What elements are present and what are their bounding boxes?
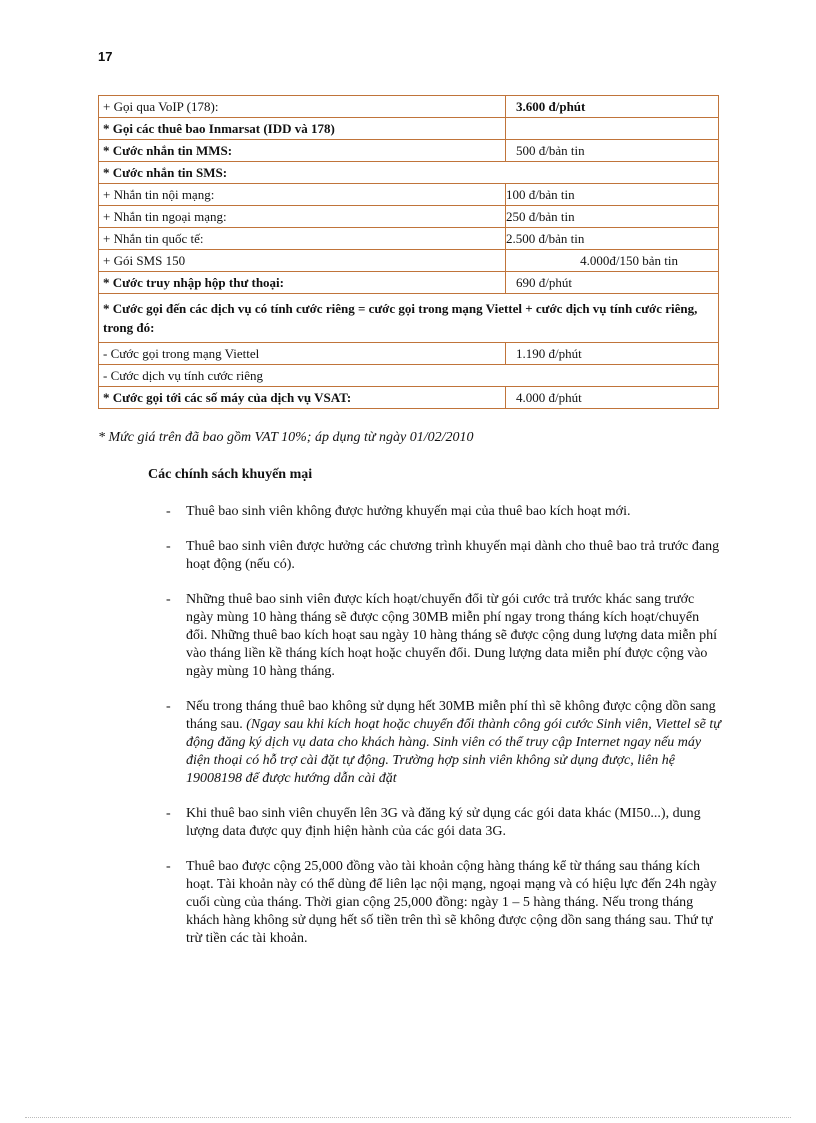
table-row (99, 184, 719, 206)
table-row (99, 387, 719, 409)
policy-text: Thuê bao được cộng 25,000 đồng vào tài khoản cộng hàng tháng kể từ tháng sau tháng kích hoạt. Tài khoản này có thể dùng để liên lạc nội mạng, ngoại mạng và có hiệu lực đến 24h ngày cuối cùng của tháng. Thời gian cộng 25,000 đồng: ngày 1 – 5 hàng tháng. Nếu trong tháng khách hàng không sử dụng hết số tiền trên thì sẽ không được cộng dồn sang tháng sau. Thứ tự trừ tiền các tài khoản. (186, 859, 717, 946)
row-label: - Cước dịch vụ tính cước riêng (99, 365, 719, 387)
row-value: 250 đ/bản tin (506, 206, 719, 228)
dash-marker: - (166, 859, 171, 874)
row-value: 2.500 đ/bản tin (506, 228, 719, 250)
row-label: * Cước truy nhập hộp thư thoại: (99, 272, 506, 294)
rate-table (98, 95, 719, 409)
list-item (163, 591, 723, 681)
row-value (506, 118, 719, 140)
list-item (163, 805, 723, 841)
table-row (99, 228, 719, 250)
table-row (99, 206, 719, 228)
row-label: * Gọi các thuê bao Inmarsat (IDD và 178) (99, 118, 506, 140)
row-label: + Gói SMS 150 (99, 250, 506, 272)
table-row (99, 96, 719, 118)
table-row (99, 162, 719, 184)
dash-marker: - (166, 806, 171, 821)
policy-italic-text: (Ngay sau khi kích hoạt hoặc chuyển đổi thành công gói cước Sinh viên, Viettel sẽ tự động đăng ký dịch vụ data cho khách hàng. Sinh viên có thể truy cập Internet ngay nếu máy điện thoại có hỗ trợ cài đặt tự động. Trường hợp sinh viên không sử dụng được, liên hệ 19008198 để được hướng dẫn cài đặt (186, 717, 721, 786)
row-value: 500 đ/bản tin (506, 140, 719, 162)
policy-text: Thuê bao sinh viên không được hưởng khuyến mại của thuê bao kích hoạt mới. (186, 504, 631, 519)
policy-text: Khi thuê bao sinh viên chuyển lên 3G và đăng ký sử dụng các gói data khác (MI50...), dung lượng data được quy định hiện hành của các gói data 3G. (186, 806, 701, 839)
row-value: 4.000đ/150 bản tin (506, 250, 719, 272)
list-item (163, 538, 723, 574)
list-item (163, 858, 723, 948)
row-label: + Nhắn tin quốc tế: (99, 228, 506, 250)
table-row (99, 294, 719, 343)
list-item (163, 503, 723, 521)
row-label: - Cước gọi trong mạng Viettel (99, 343, 506, 365)
table-row (99, 118, 719, 140)
policy-text: Nếu trong tháng thuê bao không sử dụng hết 30MB miễn phí thì sẽ không được cộng dồn sang tháng sau. (186, 699, 716, 732)
row-value: 100 đ/bản tin (506, 184, 719, 206)
row-label: * Cước gọi tới các số máy của dịch vụ VSAT: (99, 387, 506, 409)
table-row (99, 140, 719, 162)
list-item (163, 698, 723, 788)
table-row (99, 365, 719, 387)
row-value: 690 đ/phút (506, 272, 719, 294)
row-value: 3.600 đ/phút (506, 96, 719, 118)
table-row (99, 343, 719, 365)
special-row-label: * Cước gọi đến các dịch vụ có tính cước riêng = cước gọi trong mạng Viettel + cước dịch vụ tính cước riêng, trong đó: (99, 294, 719, 343)
policy-text: Thuê bao sinh viên được hưởng các chương trình khuyến mại dành cho thuê bao trả trước đang hoạt động (nếu có). (186, 539, 720, 572)
table-row (99, 272, 719, 294)
row-label: + Nhắn tin ngoại mạng: (99, 206, 506, 228)
policy-text: Những thuê bao sinh viên được kích hoạt/chuyển đổi từ gói cước trả trước khác sang trước ngày mùng 10 hàng tháng sẽ được cộng 30MB miễn phí ngay trong tháng kích hoạt/chuyển đổi. Những thuê bao kích hoạt sau ngày 10 hàng tháng sẽ được cộng dung lượng data miễn phí vào tháng liền kề tháng kích hoạt hoặc chuyển đổi. Dung lượng data miễn phí được cộng vào ngày mùng 10 hàng tháng. (186, 592, 717, 679)
row-label: * Cước nhắn tin SMS: (99, 162, 719, 184)
policy-list (163, 503, 723, 965)
price-note: * Mức giá trên đã bao gồm VAT 10%; áp dụng từ ngày 01/02/2010 (98, 430, 474, 445)
row-label: + Nhắn tin nội mạng: (99, 184, 506, 206)
dash-marker: - (166, 592, 171, 607)
dash-marker: - (166, 539, 171, 554)
section-title: Các chính sách khuyến mại (148, 467, 313, 482)
row-value: 1.190 đ/phút (506, 343, 719, 365)
dash-marker: - (166, 699, 171, 714)
dash-marker: - (166, 504, 171, 519)
page-footer-divider (25, 1117, 791, 1118)
page-number: 17 (98, 49, 113, 64)
table-row (99, 250, 719, 272)
row-value: 4.000 đ/phút (506, 387, 719, 409)
row-label: + Gọi qua VoIP (178): (99, 96, 506, 118)
row-label: * Cước nhắn tin MMS: (99, 140, 506, 162)
